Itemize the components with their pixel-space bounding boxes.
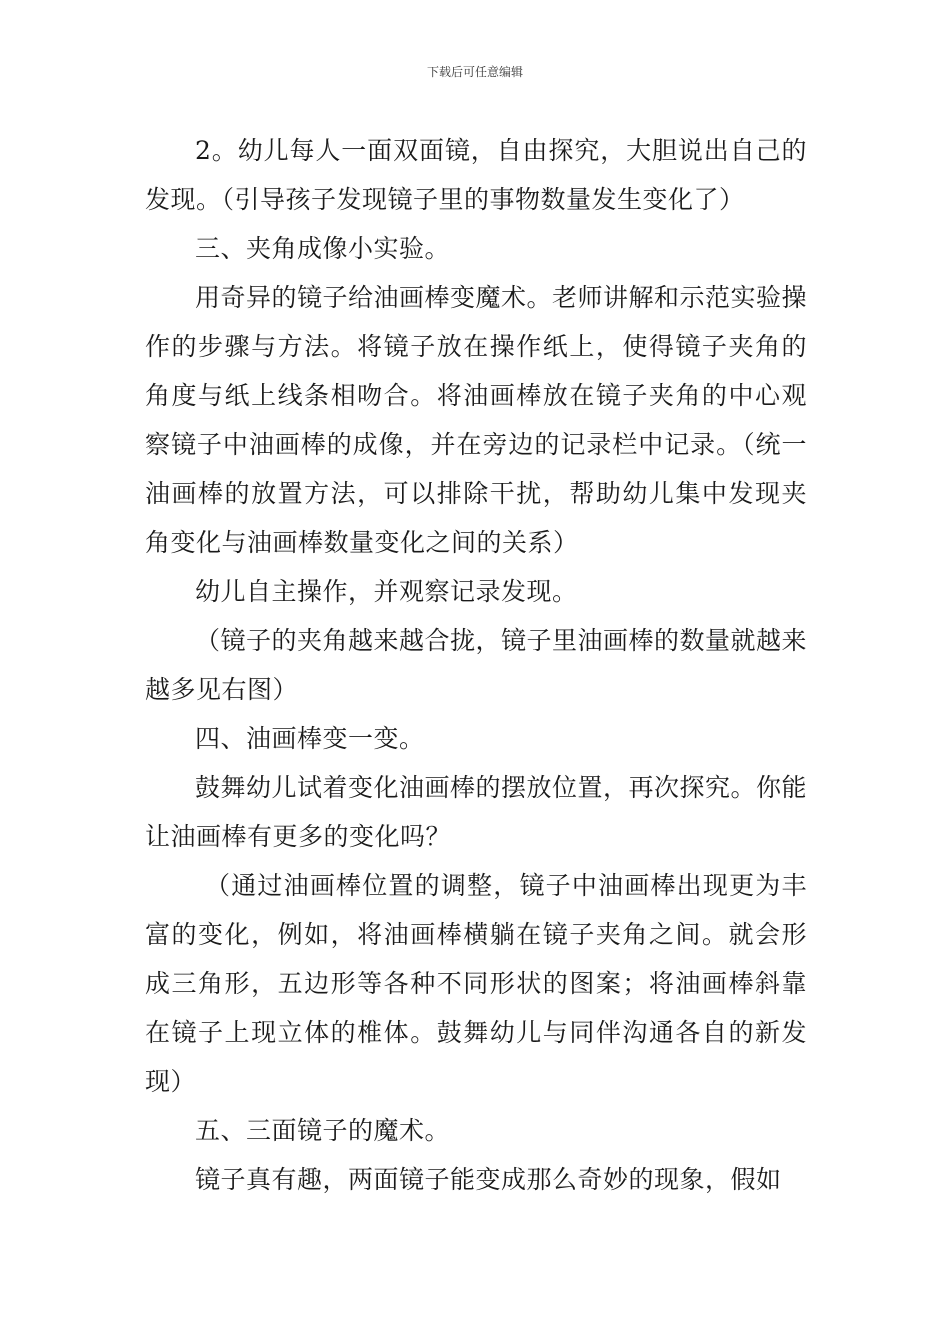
paragraph-position-note: （通过油画棒位置的调整，镜子中油画棒出现更为丰富的变化，例如，将油画棒横躺在镜子夹角之间。就会形成三角形，五边形等各种不同形状的图案；将油画棒斜靠在镜子上现立体的椎体。鼓舞幼儿与同伴沟通各自的新发现） (145, 871, 807, 1096)
paragraph-three-mirrors: 镜子真有趣，两面镜子能变成那么奇妙的现象，假如 (195, 1165, 782, 1194)
document-body (145, 126, 807, 1204)
section-heading-5: 五、三面镜子的魔术。 (195, 1116, 451, 1145)
paragraph-self-operate: 幼儿自主操作，并观察记录发现。 (195, 577, 578, 606)
paragraph-step-2: 2。幼儿每人一面双面镜，自由探究，大胆说出自己的发现。（引导孩子发现镜子里的事物数量发生变化了） (145, 136, 807, 214)
paragraph-encourage: 鼓舞幼儿试着变化油画棒的摆放位置，再次探究。你能让油画棒有更多的变化吗？ (145, 773, 808, 851)
section-heading-4: 四、油画棒变一变。 (195, 724, 425, 753)
paragraph-experiment: 用奇异的镜子给油画棒变魔术。老师讲解和示范实验操作的步骤与方法。将镜子放在操作纸上，使得镜子夹角的角度与纸上线条相吻合。将油画棒放在镜子夹角的中心观察镜子中油画棒的成像，并在旁边的记录栏中记录。（统一油画棒的放置方法，可以排除干扰，帮助幼儿集中发现夹角变化与油画棒数量变化之间的关系） (145, 283, 808, 557)
paragraph-angle-note: （镜子的夹角越来越合拢，镜子里油画棒的数量就越来越多见右图） (145, 626, 808, 704)
section-heading-3: 三、夹角成像小实验。 (195, 234, 451, 263)
page-header-note: 下载后可任意编辑 (426, 65, 523, 79)
